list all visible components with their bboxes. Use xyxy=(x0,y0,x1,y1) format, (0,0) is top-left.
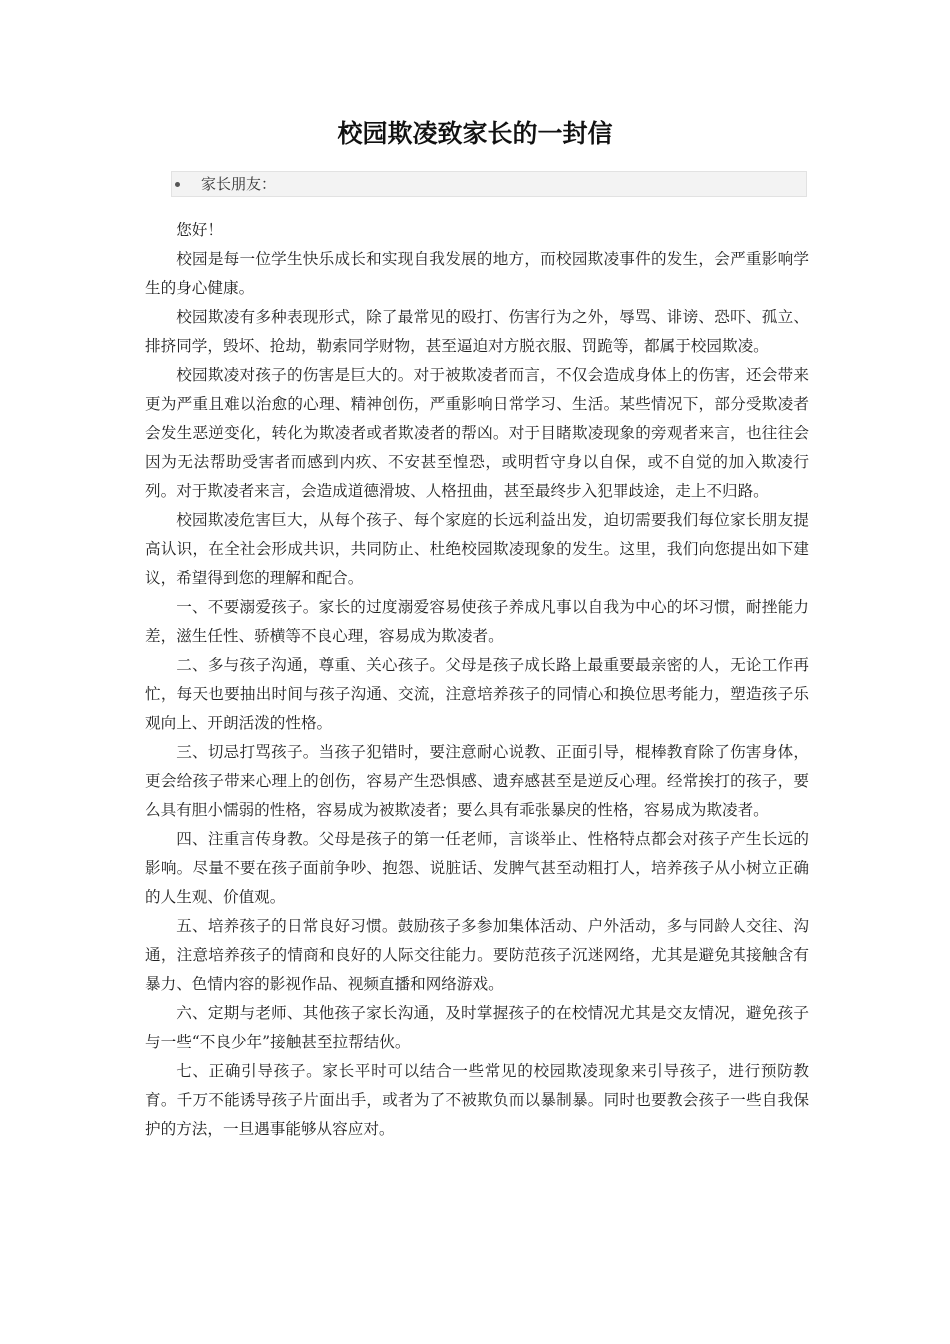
suggestion-1: 一、不要溺爱孩子。家长的过度溺爱容易使孩子养成凡事以自我为中心的坏习惯，耐挫能力差，滋生任性、骄横等不良心理，容易成为欺凌者。 xyxy=(145,598,809,645)
salutation-list-item xyxy=(171,171,807,197)
paragraph-harm: 校园欺凌对孩子的伤害是巨大的。对于被欺凌者而言，不仅会造成身体上的伤害，还会带来更为严重且难以治愈的心理、精神创伤，严重影响日常学习、生活。某些情况下，部分受欺凌者会发生恶逆变化，转化为欺凌者或者欺凌者的帮凶。对于目睹欺凌现象的旁观者来言，也往往会因为无法帮助受害者而感到内疚、不安甚至惶恐，或明哲守身以自保，或不自觉的加入欺凌行列。对于欺凌者来言，会造成道德滑坡、人格扭曲，甚至最终步入犯罪歧途，走上不归路。 xyxy=(145,366,809,500)
paragraph-intro: 校园是每一位学生快乐成长和实现自我发展的地方，而校园欺凌事件的发生，会严重影响学生的身心健康。 xyxy=(145,250,809,297)
paragraph-appeal: 校园欺凌危害巨大，从每个孩子、每个家庭的长远利益出发，迫切需要我们每位家长朋友提高认识，在全社会形成共识，共同防止、杜绝校园欺凌现象的发生。这里，我们向您提出如下建议，希望得到您的理解和配合。 xyxy=(145,511,809,587)
suggestion-2: 二、多与孩子沟通，尊重、关心孩子。父母是孩子成长路上最重要最亲密的人，无论工作再忙，每天也要抽出时间与孩子沟通、交流，注意培养孩子的同情心和换位思考能力，塑造孩子乐观向上、开朗活泼的性格。 xyxy=(145,656,809,732)
paragraph-forms: 校园欺凌有多种表现形式，除了最常见的殴打、伤害行为之外，辱骂、诽谤、恐吓、孤立、排挤同学，毁坏、抢劫，勒索同学财物，甚至逼迫对方脱衣服、罚跪等，都属于校园欺凌。 xyxy=(145,308,809,355)
suggestion-7: 七、正确引导孩子。家长平时可以结合一些常见的校园欺凌现象来引导孩子，进行预防教育。千万不能诱导孩子片面出手，或者为了不被欺负而以暴制暴。同时也要教会孩子一些自我保护的方法，一旦遇事能够从容应对。 xyxy=(145,1062,809,1138)
paragraph-greeting: 您好！ xyxy=(176,221,223,239)
salutation-text: 家长朋友： xyxy=(201,175,277,193)
bullet-icon xyxy=(175,182,180,187)
letter-body xyxy=(145,216,809,1144)
suggestion-6: 六、定期与老师、其他孩子家长沟通，及时掌握孩子的在校情况尤其是交友情况，避免孩子与一些“不良少年”接触甚至拉帮结伙。 xyxy=(145,1004,809,1051)
suggestion-3: 三、切忌打骂孩子。当孩子犯错时，要注意耐心说教、正面引导，棍棒教育除了伤害身体，更会给孩子带来心理上的创伤，容易产生恐惧感、遗弃感甚至是逆反心理。经常挨打的孩子，要么具有胆小懦弱的性格，容易成为被欺凌者；要么具有乖张暴戾的性格，容易成为欺凌者。 xyxy=(145,743,809,819)
document-title: 校园欺凌致家长的一封信 xyxy=(337,119,613,148)
suggestion-4: 四、注重言传身教。父母是孩子的第一任老师，言谈举止、性格特点都会对孩子产生长远的影响。尽量不要在孩子面前争吵、抱怨、说脏话、发脾气甚至动粗打人，培养孩子从小树立正确的人生观、价值观。 xyxy=(145,830,809,906)
suggestion-5: 五、培养孩子的日常良好习惯。鼓励孩子多参加集体活动、户外活动，多与同龄人交往、沟通，注意培养孩子的情商和良好的人际交往能力。要防范孩子沉迷网络，尤其是避免其接触含有暴力、色情内容的影视作品、视频直播和网络游戏。 xyxy=(145,917,809,993)
